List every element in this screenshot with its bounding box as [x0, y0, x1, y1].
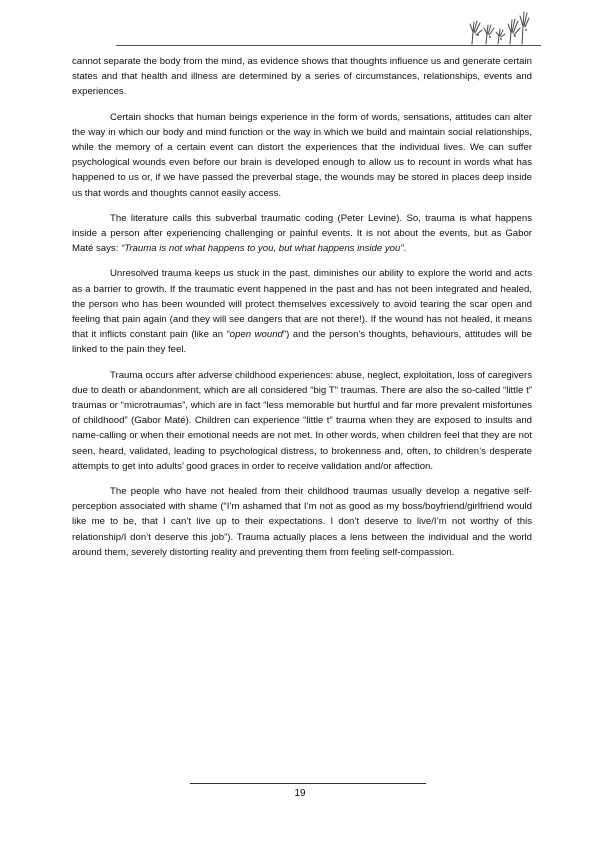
- mate-quote: “Trauma is not what happens to you, but what happens inside you”: [121, 243, 404, 255]
- paragraph-3: [72, 211, 532, 257]
- open-wound-phrase: open wound: [229, 329, 283, 341]
- paragraph-4-end: ”) and the person’s thoughts, behaviours, attitudes will be linked to the pain they feel.: [72, 329, 532, 356]
- body-text: [72, 54, 532, 570]
- paragraph-6: The people who have not healed from their childhood traumas usually develop a negative self-perception associated with shame (“I’m ashamed that I’m not as good as my boss/boyfriend/girlfriend would like me to be, that I can’t live up to their expectations. I don’t deserve to live/I’m not worthy of this relationship/I don’t deserve this job”). Trauma actually places a lens between the individual and the world around them, severely distorting reality and preventing them from feeling self-compassion.: [72, 486, 532, 558]
- footer-rule: [190, 783, 426, 784]
- page-number: 19: [294, 788, 306, 799]
- paragraph-5: Trauma occurs after adverse childhood experiences: abuse, neglect, exploitation, loss of caregivers due to death or abandonment, which are all considered “big T” traumas. There are also the so-called “little t” traumas or “microtraumas”, which are in fact “less memorable but hurtful and far more prevalent misfortunes of childhood” (Gabor Maté). Children can experience “little t” trauma when they are exposed to insults and name-calling or when their emotional needs are not met. In other words, when children feel that they are not seen, heard, validated, leading to psychological distress, to brokenness and, often, to children’s desperate attempts to get into adults’ good graces in order to receive validation and/or affection.: [72, 369, 532, 472]
- paragraph-3-end: .: [403, 243, 407, 255]
- paragraph-2: Certain shocks that human beings experience in the form of words, sensations, attitudes can alter the way in which our body and mind function or the way in which we build and maintain social relationships, while the memory of a certain event can distort the experiences that the individual lives. We can suffer psychological wounds even before our brain is developed enough to allow us to recount in words what has happened to us or, if we have passed the preverbal stage, the wounds may be stored in places deep inside us that words and thoughts cannot easily access.: [72, 111, 532, 199]
- paragraph-4: [72, 266, 532, 357]
- paragraph-4-text: Unresolved trauma keeps us stuck in the past, diminishes our ability to explore the world and acts as a barrier to growth. If the traumatic event happened in the past and has not been integrated and healed, the person who has been wounded will protect themselves excessively to avoid tearing the scar open and feeling that pain again (and they will see dangers that are not there!). If the wound has not healed, it means that it inflicts constant pain (like an “: [72, 268, 532, 341]
- hands-logo-icon: [468, 8, 530, 46]
- paragraph-3-text: The literature calls this subverbal traumatic coding (Peter Levine). So, trauma is what happens inside a person after experiencing challenging or painful events. It is not about the events, but as Gabor Maté says:: [72, 212, 532, 255]
- paragraph-1: cannot separate the body from the mind, as evidence shows that thoughts influence us and generate certain states and that health and illness are determined by a series of circumstances, relationships, events and experiences.: [72, 56, 532, 98]
